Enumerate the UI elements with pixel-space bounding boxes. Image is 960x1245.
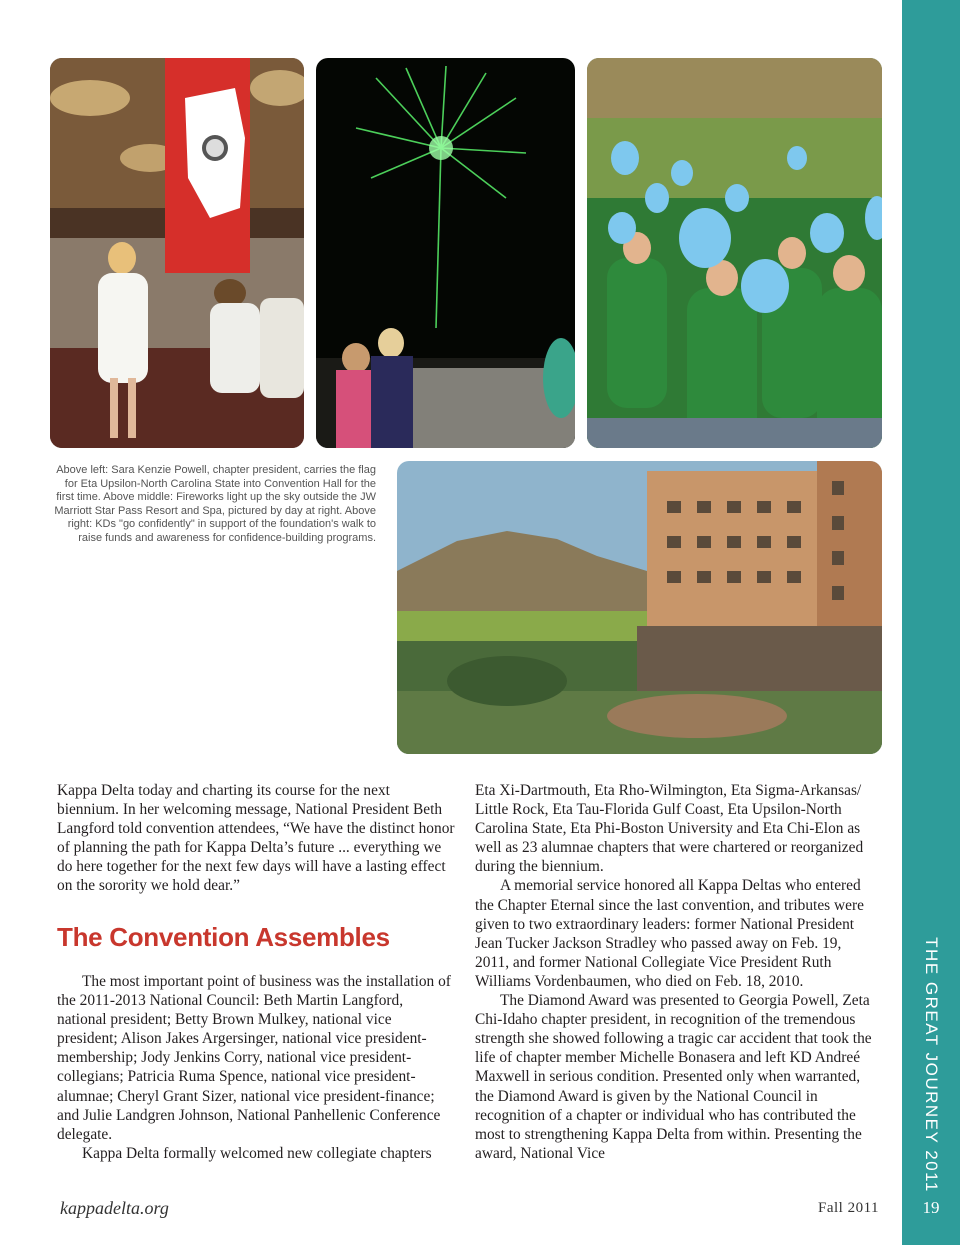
paragraph: A memorial service honored all Kappa Deltas who entered the Chapter Eternal since the last convention, and tributes were given to two extraordinary leaders: former National President Jean Tucker Jackson Stradley who passed away on Feb. 19, 2011, and former National Collegiate Vice President Ruth Williams Vordenbaumen, who died on Feb. 18, 2010. (475, 877, 864, 990)
left-column-top (57, 781, 455, 896)
resort-photo (397, 461, 882, 754)
paragraph: Eta Xi-Dartmouth, Eta Rho-Wilmington, Eta Sigma-Arkansas/ Little Rock, Eta Tau-Florida Gulf Coast, Eta Upsilon-North Carolina State, Eta Phi-Boston University and Eta Chi-Elon as well as 23 alumnae chapters that were chartered or reorganized during the biennium. (475, 782, 864, 876)
paragraph: The most important point of business was the installation of the 2011-2013 National Council: Beth Martin Langford, national president; Betty Brown Mulkey, national vice president; Alison Jakes Argersinger, national vice president-membership; Jody Jenkins Corry, national vice president-collegians; Patricia Ruma Spence, national vice president-alumnae; Cheryl Grant Sizer, national vice president-finance; and Julie Landgren Johnson, National Panhellenic Conference delegate. (57, 973, 451, 1143)
footer-website: kappadelta.org (60, 1198, 169, 1218)
right-column (475, 781, 877, 1163)
flag-carrier-photo (50, 58, 304, 448)
photo-caption: Above left: Sara Kenzie Powell, chapter president, carries the flag for Eta Upsilon-North Carolina State into Convention Hall for the first time. Above middle: Fireworks light up the sky outside the JW Marriott Star Pass Resort and Spa, pictured by day at right. Above right: KDs "go confidently" in support of the foundation's walk to raise funds and awareness for confidence-building programs. (54, 464, 376, 544)
fireworks-photo (316, 58, 575, 448)
paragraph: Kappa Delta formally welcomed new collegiate chapters (82, 1144, 432, 1162)
left-column-bottom (57, 972, 455, 1163)
footer-issue: Fall 2011 (818, 1200, 880, 1216)
paragraph: The Diamond Award was presented to Georgia Powell, Zeta Chi-Idaho chapter president, in recognition of the tremendous strength she showed following a tragic car accident that took the life of chapter member Michelle Bonasera and left KD Andreé Maxwell in serious condition. Presented only when warranted, the Diamond Award is given by the National Council in recognition of a chapter or individual who has contributed the most to strengthening Kappa Delta from within. Presenting the award, National Vice (475, 992, 872, 1162)
page-number: 19 (922, 1198, 940, 1217)
balloon-walk-photo (587, 58, 882, 448)
section-title: THE GREAT JOURNEY 2011 (922, 937, 941, 1193)
paragraph: Kappa Delta today and charting its course for the next biennium. In her welcoming message, National President Beth Langford told convention attendees, “We have the distinct honor of planning the path for Kappa Delta’s future ... everything we do here together for the next few days will have a lasting effect on the sorority we hold dear.” (57, 782, 455, 895)
section-heading: The Convention Assembles (57, 922, 390, 952)
